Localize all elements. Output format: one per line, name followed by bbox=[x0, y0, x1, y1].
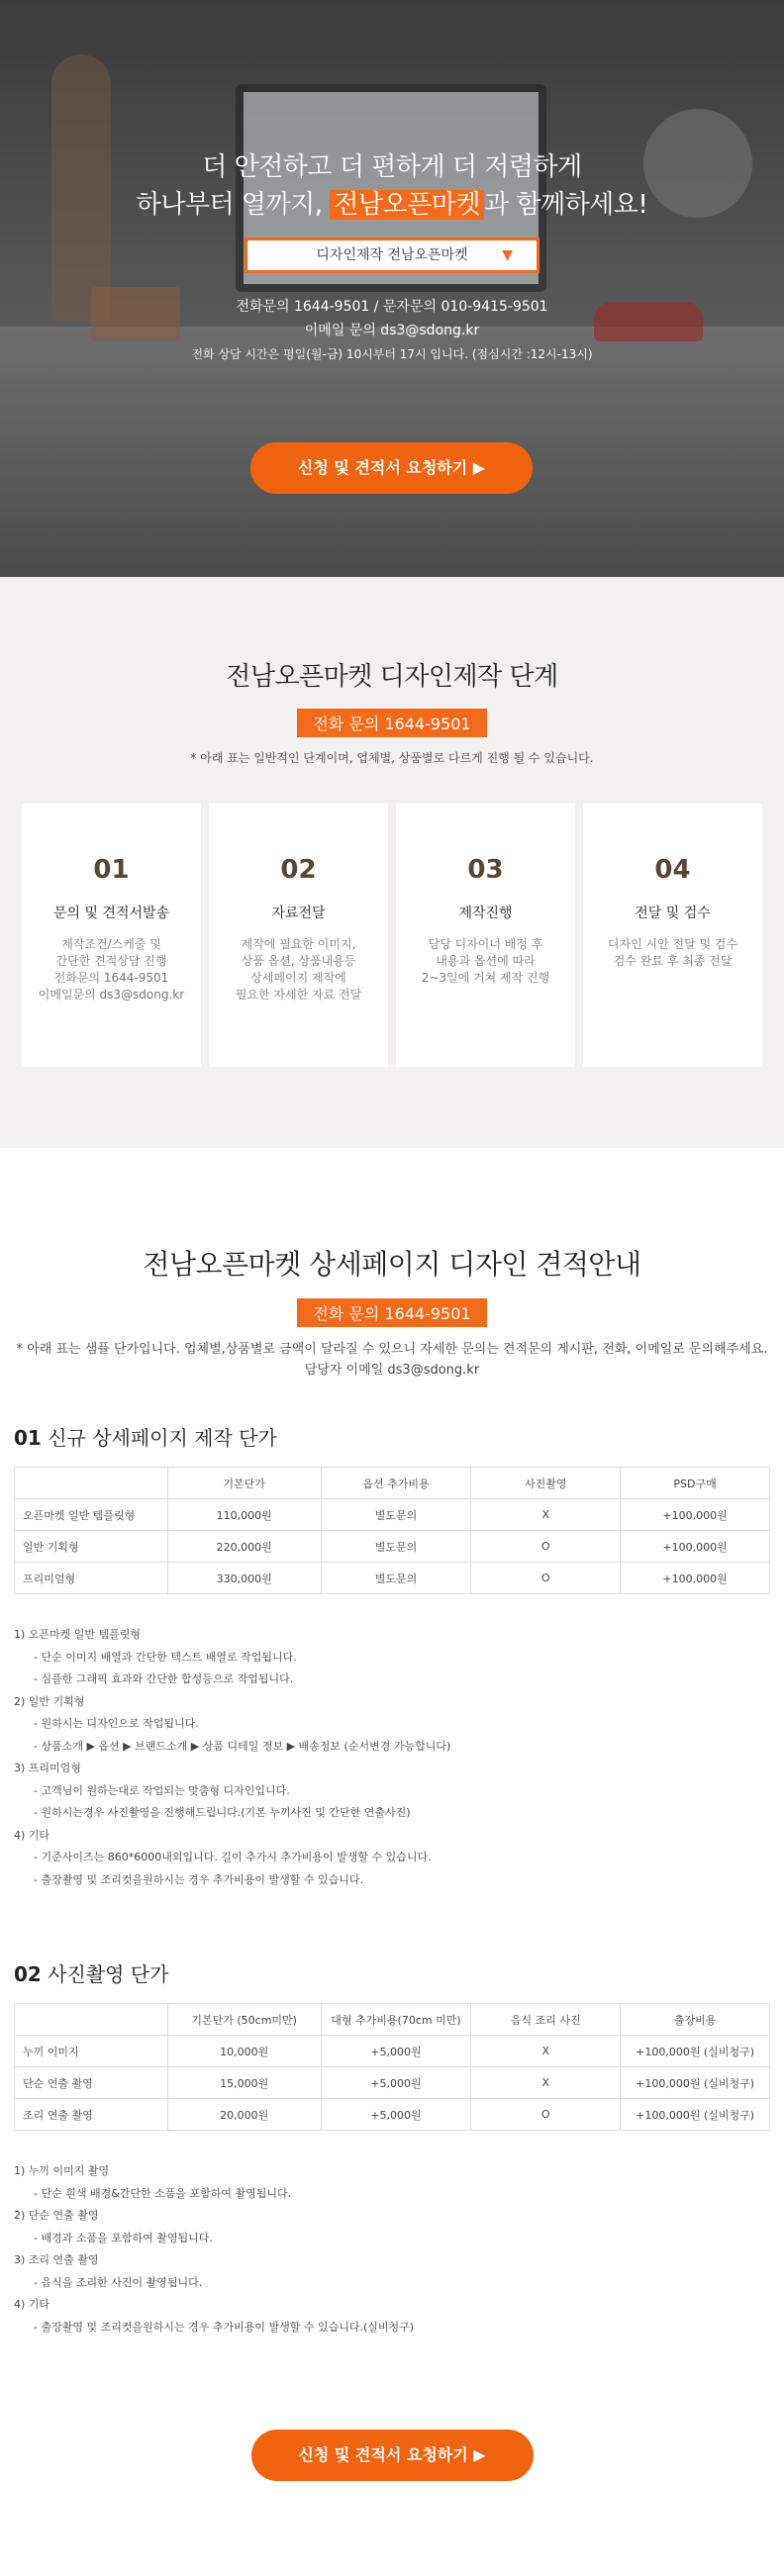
hero-content bbox=[0, 148, 784, 366]
note-item: - 음식을 조리한 사진이 촬영됩니다. bbox=[34, 2275, 203, 2289]
note-item: 3) 조리 연출 촬영 bbox=[14, 2253, 99, 2266]
note-item: - 단순 이미지 배열과 간단한 텍스트 배열로 작업됩니다. bbox=[34, 1650, 297, 1664]
table-cell: 110,000원 bbox=[167, 1499, 321, 1531]
table-cell: 오픈마켓 일반 템플릿형 bbox=[15, 1499, 168, 1531]
table-cell: +100,000원 bbox=[621, 1563, 770, 1594]
note-item: 2) 일반 기획형 bbox=[14, 1694, 85, 1708]
note-item: 3) 프리미엄형 bbox=[14, 1762, 81, 1774]
table-cell: X bbox=[471, 2067, 621, 2099]
table-header-cell: 대형 추가비용(70cm 미만) bbox=[321, 2004, 471, 2036]
note-item: - 기준사이즈는 860*6000내외입니다. 길이 추가시 추가비용이 발생할 수 있습니다. bbox=[34, 1851, 432, 1863]
new-page-price-block bbox=[0, 1422, 784, 1891]
hero-headline-line1: 더 안전하고 더 편하게 더 저렴하게 bbox=[202, 152, 582, 182]
hero-brand-highlight: 전남오픈마켓 bbox=[330, 190, 484, 220]
step-title: 전달 및 검수 bbox=[635, 906, 711, 921]
table-cell: X bbox=[471, 1499, 621, 1531]
table-header-cell bbox=[15, 2004, 168, 2036]
estimate-guide-section bbox=[0, 1148, 784, 2481]
table-cell: 누끼 이미지 bbox=[15, 2036, 168, 2067]
table-cell: +100,000원 bbox=[621, 1531, 770, 1563]
table-cell: 별도문의 bbox=[321, 1563, 471, 1594]
table-header-cell: 옵션 추가비용 bbox=[321, 1468, 471, 1499]
table1-notes bbox=[14, 1624, 770, 1891]
step-card-3 bbox=[396, 804, 575, 1067]
table-cell: 220,000원 bbox=[167, 1531, 321, 1563]
table-header-cell: 기본단가 (50cm미만) bbox=[167, 2004, 321, 2036]
step-number: 02 bbox=[280, 855, 317, 885]
production-steps-section bbox=[0, 577, 784, 1148]
table1-heading: 01 신규 상세페이지 제작 단가 bbox=[14, 1426, 277, 1450]
table-header-cell bbox=[15, 1468, 168, 1499]
table-cell: 330,000원 bbox=[167, 1563, 321, 1594]
step-card-1 bbox=[22, 804, 201, 1067]
table-cell: 일반 기획형 bbox=[15, 1531, 168, 1563]
photo-price-block bbox=[0, 1958, 784, 2338]
table-cell: +5,000원 bbox=[321, 2067, 471, 2099]
hero-banner bbox=[0, 0, 784, 577]
table2-notes bbox=[14, 2160, 770, 2338]
table-cell: +100,000원 (실비청구) bbox=[621, 2036, 770, 2067]
table-cell: O bbox=[471, 1531, 621, 1563]
table-cell: 20,000원 bbox=[167, 2099, 321, 2131]
note-item: 1) 누끼 이미지 촬영 bbox=[14, 2164, 110, 2177]
table-header-cell: 기본단가 bbox=[167, 1468, 321, 1499]
step-title: 문의 및 견적서발송 bbox=[52, 906, 170, 921]
table-cell: +100,000원 bbox=[621, 1499, 770, 1531]
step-description: 담당 디자이너 배정 후 내용과 옵션에 따라 2~3일에 거쳐 제작 진행 bbox=[421, 937, 550, 985]
table-header-cell: PSD구매 bbox=[621, 1468, 770, 1499]
step-title: 자료전달 bbox=[271, 906, 326, 921]
table-cell: +100,000원 (실비청구) bbox=[621, 2067, 770, 2099]
note-item: - 고객님이 원하는대로 작업되는 맞춤형 디자인입니다. bbox=[34, 1783, 290, 1797]
note-item: - 출장촬영 및 조리컷을원하시는 경우 추가비용이 발생할 수 있습니다.(실비청구) bbox=[34, 2320, 415, 2334]
table-header-cell: 음식 조리 사진 bbox=[471, 2004, 621, 2036]
table-row bbox=[15, 1531, 770, 1563]
service-select[interactable] bbox=[245, 238, 539, 273]
step-cards bbox=[0, 804, 784, 1067]
steps-phone-badge: 전화 문의 1644-9501 bbox=[297, 709, 486, 737]
table-cell: 프리미엄형 bbox=[15, 1563, 168, 1594]
table-cell: +100,000원 (실비청구) bbox=[621, 2099, 770, 2131]
note-item: 4) 기타 bbox=[14, 1828, 50, 1842]
step-number: 04 bbox=[654, 855, 691, 885]
note-item: - 배경과 소품을 포함하여 촬영됩니다. bbox=[34, 2231, 213, 2244]
new-page-price-table bbox=[14, 1467, 770, 1594]
step-number: 01 bbox=[93, 855, 130, 885]
table-header-cell: 출장비용 bbox=[621, 2004, 770, 2036]
step-card-2 bbox=[209, 804, 388, 1067]
note-item: - 단순 흰색 배경&간단한 소품을 포함하여 촬영됩니다. bbox=[34, 2186, 292, 2200]
guide-phone-badge: 전화 문의 1644-9501 bbox=[297, 1298, 486, 1327]
note-item: - 심플한 그래픽 효과와 간단한 합성등으로 작업됩니다. bbox=[34, 1672, 294, 1685]
table-cell: O bbox=[471, 2099, 621, 2131]
step-title: 제작진행 bbox=[458, 906, 513, 921]
hero-headline-line2: 하나부터 열까지, 전남오픈마켓 과 함께하세요! bbox=[136, 190, 648, 220]
steps-title: 전남오픈마켓 디자인제작 단계 bbox=[226, 662, 558, 692]
table-header-row bbox=[15, 1468, 770, 1499]
table-cell: X bbox=[471, 2036, 621, 2067]
note-item: 1) 오픈마켓 일반 템플릿형 bbox=[14, 1628, 142, 1641]
step-description: 제작에 필요한 이미지, 상품 옵션, 상품내용등 상세페이지 제작에 필요한 자세한 자료 전달 bbox=[235, 937, 362, 1002]
table-row bbox=[15, 1499, 770, 1531]
steps-note: * 아래 표는 일반적인 단계이며, 업체별, 상품별로 다르게 진행 될 수 있습니다. bbox=[190, 751, 594, 765]
hours-line: 전화 상담 시간은 평일(월-금) 10시부터 17시 입니다. (점심시간 :12시-13시) bbox=[191, 347, 593, 361]
guide-note: * 아래 표는 샘플 단가입니다. 업체별,상품별로 금액이 달라질 수 있으니 자세한 문의는 견적문의 게시판, 전화, 이메일로 문의해주세요. 담당자 이메일 ds3@sdong.kr bbox=[16, 1342, 768, 1378]
table-row bbox=[15, 1563, 770, 1594]
table-cell: O bbox=[471, 1563, 621, 1594]
phone-line: 전화문의 1644-9501 / 문자문의 010-9415-9501 bbox=[236, 299, 548, 315]
service-select-value: 디자인제작 전남오픈마켓 bbox=[316, 247, 468, 263]
note-item: - 원하시는 디자인으로 작업됩니다. bbox=[34, 1717, 199, 1730]
note-item: - 원하시는경우 사진촬영을 진행해드립니다.(기본 누끼사진 및 간단한 연출사진) bbox=[34, 1806, 411, 1819]
step-card-4 bbox=[583, 804, 762, 1067]
table-row bbox=[15, 2099, 770, 2131]
email-line: 이메일 문의 ds3@sdong.kr bbox=[304, 323, 480, 338]
table-cell: +5,000원 bbox=[321, 2099, 471, 2131]
table-cell: 별도문의 bbox=[321, 1531, 471, 1563]
photo-price-table bbox=[14, 2003, 770, 2131]
table-cell: 10,000원 bbox=[167, 2036, 321, 2067]
guide-title: 전남오픈마켓 상세페이지 디자인 견적안내 bbox=[143, 1248, 641, 1281]
note-item: 2) 단순 연출 촬영 bbox=[14, 2209, 99, 2222]
table-cell: 15,000원 bbox=[167, 2067, 321, 2099]
table-cell: 단순 연출 촬영 bbox=[15, 2067, 168, 2099]
table-cell: +5,000원 bbox=[321, 2036, 471, 2067]
table-cell: 별도문의 bbox=[321, 1499, 471, 1531]
note-item: - 출장촬영 및 조리컷을원하시는 경우 추가비용이 발생할 수 있습니다. bbox=[34, 1872, 363, 1886]
step-number: 03 bbox=[467, 855, 504, 885]
dropdown-triangle-icon: ▼ bbox=[502, 247, 513, 263]
note-item: - 상품소개 ▶ 옵션 ▶ 브랜드소개 ▶ 상품 디테일 정보 ▶ 배송정보 (순서변경 가능합니다) bbox=[34, 1739, 451, 1753]
bottom-request-quote-button[interactable]: 신청 및 견적서 요청하기 ▶ bbox=[251, 2430, 534, 2481]
table-header-row bbox=[15, 2004, 770, 2036]
contact-info bbox=[0, 295, 784, 366]
table-header-cell: 사진촬영 bbox=[471, 1468, 621, 1499]
table-row bbox=[15, 2067, 770, 2099]
table-row bbox=[15, 2036, 770, 2067]
request-quote-button[interactable]: 신청 및 견적서 요청하기 ▶ bbox=[250, 442, 533, 494]
step-description: 제작조건/스케줄 및 간단한 견적상담 진행 전화문의 1644-9501 이메일문의 ds3@sdong.kr bbox=[38, 937, 185, 1002]
step-description: 디자인 시안 전달 및 검수 검수 완료 후 최종 전달 bbox=[607, 937, 738, 968]
table2-heading: 02 사진촬영 단가 bbox=[14, 1962, 169, 1986]
note-item: 4) 기타 bbox=[14, 2298, 50, 2311]
table-cell: 조리 연출 촬영 bbox=[15, 2099, 168, 2131]
